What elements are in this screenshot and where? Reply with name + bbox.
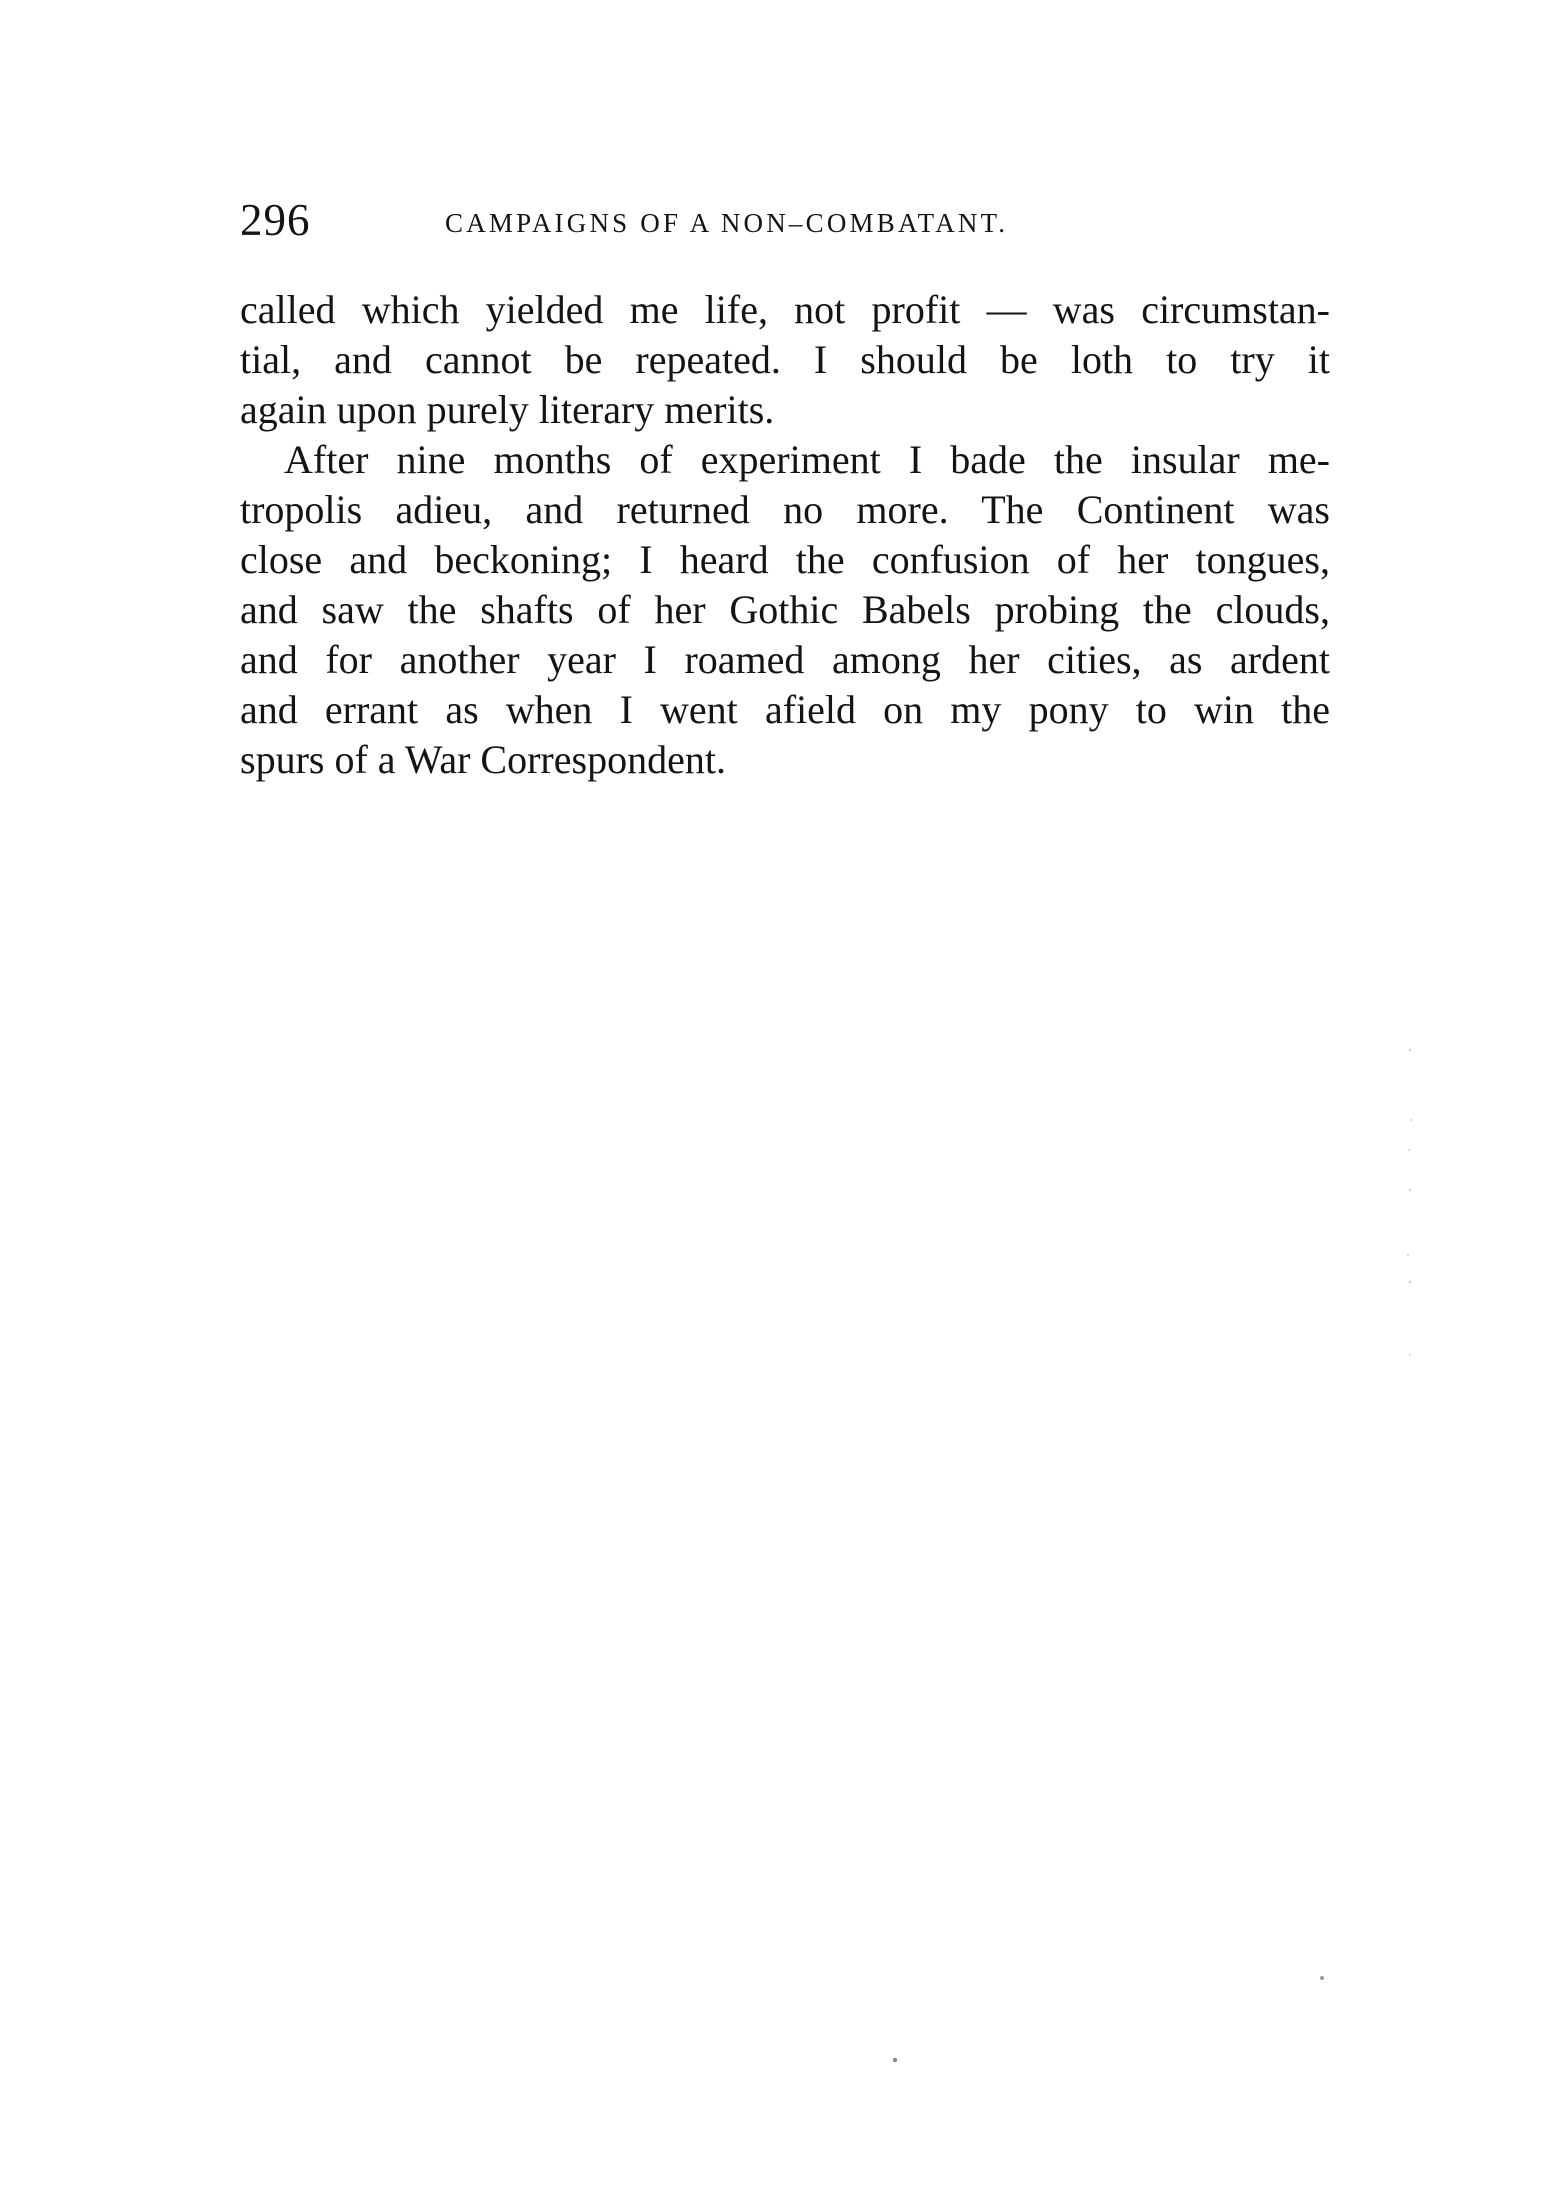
text-line: spurs of a War Correspondent. (240, 737, 726, 782)
text-line: and saw the shafts of her Gothic Babels probing the clouds, (240, 587, 1330, 632)
paragraph-1 (240, 285, 1330, 435)
text-line: After nine months of experiment I bade the insular me- (284, 437, 1330, 482)
text-line: close and beckoning; I heard the confusion of her tongues, (240, 537, 1330, 582)
text-line: and for another year I roamed among her cities, as ardent (240, 637, 1330, 682)
body-text (240, 285, 1330, 785)
page-number: 296 (240, 195, 311, 245)
paragraph-2 (240, 435, 1330, 785)
text-line: again upon purely literary merits. (240, 387, 775, 432)
text-line: tropolis adieu, and returned no more. The Continent was (240, 487, 1330, 532)
text-line: tial, and cannot be repeated. I should be loth to try it (240, 337, 1330, 382)
running-title: CAMPAIGNS OF A NON–COMBATANT. (445, 208, 1009, 238)
text-line: and errant as when I went afield on my pony to win the (240, 687, 1330, 732)
running-head (240, 190, 1330, 250)
text-line: called which yielded me life, not profit — was circumstan- (240, 287, 1330, 332)
